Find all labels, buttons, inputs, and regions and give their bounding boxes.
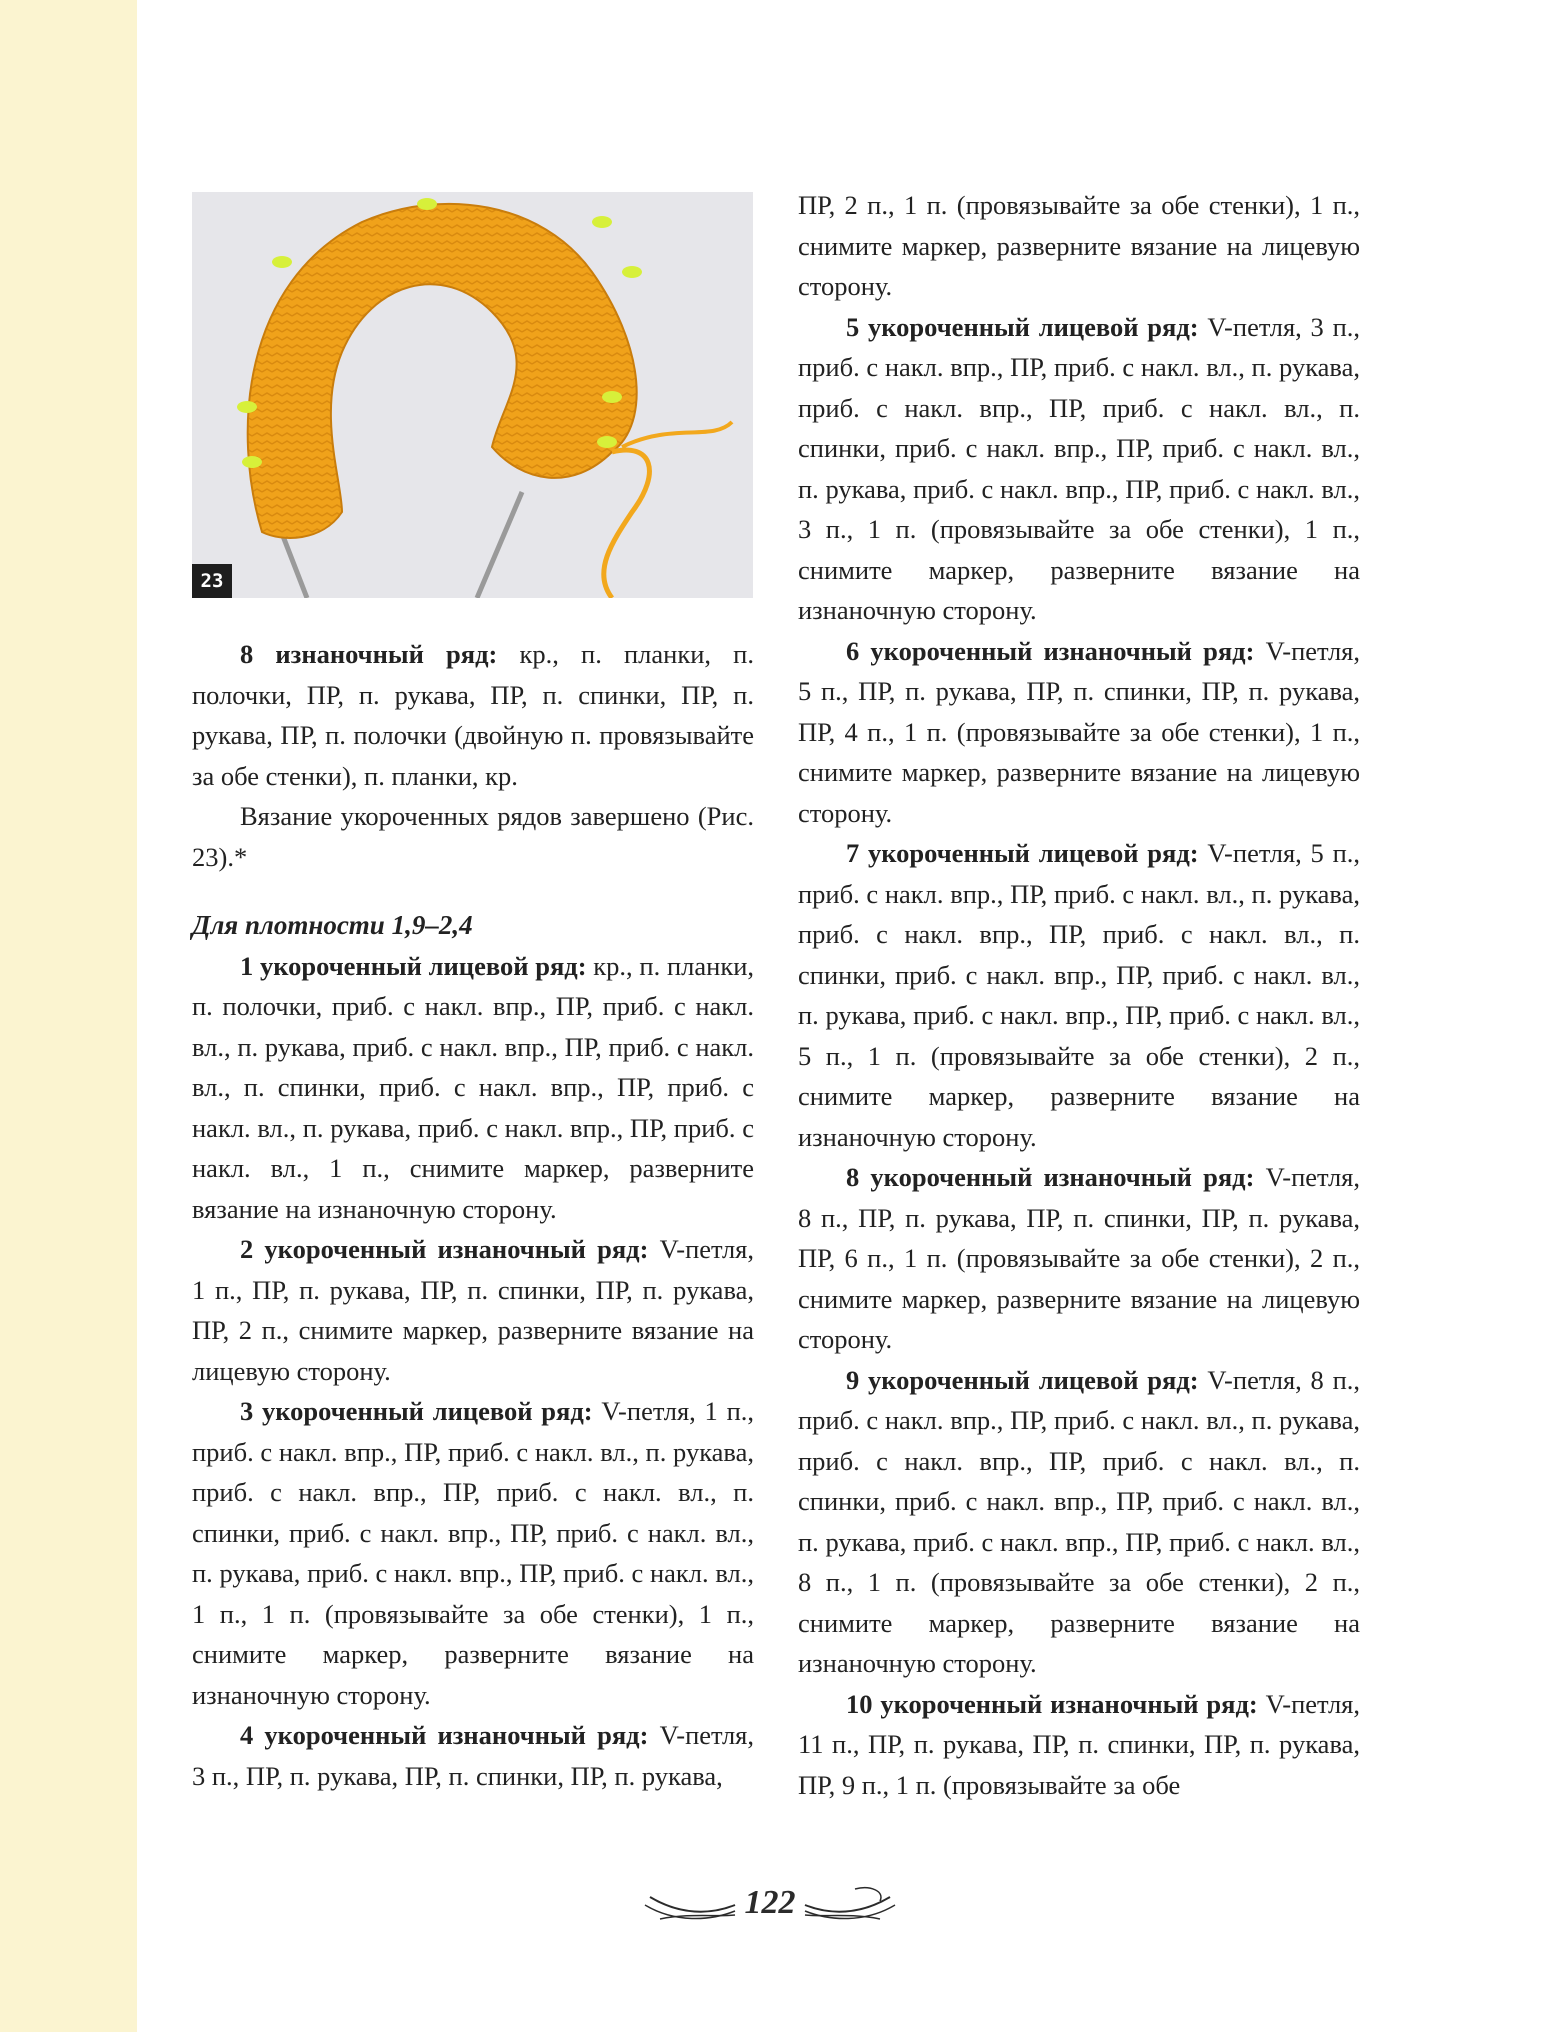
paragraph bbox=[192, 634, 754, 796]
row-heading: 7 укороченный лицевой ряд: bbox=[846, 838, 1199, 868]
row-text: V-петля, 5 п., приб. с накл. впр., ПР, приб. с накл. вл., п. рукава, приб. с накл. впр., ПР, приб. с накл. вл., п. спинки, приб. с накл. впр., ПР, приб. с накл. вл., п. рукава, приб. с накл. впр., ПР, приб. с накл. вл., 5 п., 1 п. (провязывайте за обе стенки), 2 п., снимите маркер, разверните вязание на изнаночную сторону. bbox=[798, 838, 1360, 1152]
left-text-column bbox=[192, 634, 754, 1796]
paragraph bbox=[798, 1157, 1360, 1360]
figure-photo bbox=[192, 192, 753, 598]
paragraph bbox=[192, 946, 754, 1230]
knitted-yoke-illustration bbox=[192, 192, 753, 598]
paragraph bbox=[798, 307, 1360, 631]
stitch-marker bbox=[622, 266, 642, 278]
row-heading: 5 укороченный лицевой ряд: bbox=[846, 311, 1199, 342]
row-heading: 6 укороченный изнаночный ряд: bbox=[846, 635, 1255, 666]
paragraph bbox=[192, 1391, 754, 1715]
row-heading: 8 изнаночный ряд: bbox=[240, 639, 498, 669]
yarn-tail bbox=[604, 450, 650, 598]
row-text: V-петля, 1 п., приб. с накл. впр., ПР, приб. с накл. вл., п. рукава, приб. с накл. впр., ПР, приб. с накл. вл., п. спинки, приб. с накл. впр., ПР, приб. с накл. вл., п. рукава, приб. с накл. впр., ПР, приб. с накл. вл., 1 п., 1 п. (провязывайте за обе стенки), 1 п., снимите маркер, разверните вязание на изнаночную сторону. bbox=[192, 1396, 754, 1710]
stitch-marker bbox=[237, 401, 257, 413]
paragraph bbox=[798, 1684, 1360, 1806]
row-text: V-петля, 11 п., ПР, п. рукава, ПР, п. спинки, ПР, п. рукава, ПР, 9 п., 1 п. (провязывайте за обе bbox=[798, 1688, 1360, 1800]
stitch-marker bbox=[597, 436, 617, 448]
right-text-column bbox=[798, 185, 1360, 1805]
row-heading: 9 укороченный лицевой ряд: bbox=[846, 1364, 1199, 1395]
row-text: V-петля, 5 п., ПР, п. рукава, ПР, п. спинки, ПР, п. рукава, ПР, 4 п., 1 п. (провязывайте за обе стенки), 1 п., снимите маркер, разверните вязание на лицевую сторону. bbox=[798, 635, 1360, 828]
row-text: Вязание укороченных рядов завершено (Рис. 23).* bbox=[192, 801, 754, 872]
row-heading: 4 укороченный изнаночный ряд: bbox=[240, 1720, 649, 1750]
row-text: V-петля, 3 п., ПР, п. рукава, ПР, п. спинки, ПР, п. рукава, bbox=[192, 1720, 754, 1791]
stitch-marker bbox=[242, 456, 262, 468]
knitted-yoke bbox=[248, 204, 637, 538]
row-heading: 1 укороченный лицевой ряд: bbox=[240, 950, 587, 981]
page-footer bbox=[640, 1875, 900, 1935]
row-text: V-петля, 8 п., ПР, п. рукава, ПР, п. спинки, ПР, п. рукава, ПР, 6 п., 1 п. (провязывайте за обе стенки), 2 п., снимите маркер, разверните вязание на лицевую сторону. bbox=[798, 1162, 1360, 1354]
stitch-marker bbox=[272, 256, 292, 268]
row-text: V-петля, 1 п., ПР, п. рукава, ПР, п. спинки, ПР, п. рукава, ПР, 2 п., снимите маркер, разверните вязание на лицевую сторону. bbox=[192, 1234, 754, 1386]
row-heading: 3 укороченный лицевой ряд: bbox=[240, 1396, 593, 1426]
row-text: кр., п. планки, п. полочки, ПР, п. рукава, ПР, п. спинки, ПР, п. рукава, ПР, п. полочки (двойную п. провязывайте за обе стенки), п. планки, кр. bbox=[192, 639, 754, 791]
figure-number: 23 bbox=[192, 564, 232, 598]
row-heading: 8 укороченный изнаночный ряд: bbox=[846, 1162, 1255, 1192]
row-heading: 10 укороченный изнаночный ряд: bbox=[846, 1688, 1258, 1719]
stitch-marker bbox=[602, 391, 622, 403]
continued-paragraph: ПР, 2 п., 1 п. (провязывайте за обе стенки), 1 п., снимите маркер, разверните вязание на лицевую сторону. bbox=[798, 190, 1360, 301]
paragraph bbox=[798, 1360, 1360, 1684]
page-spine-band bbox=[0, 0, 137, 2032]
yarn-tail-2 bbox=[622, 422, 732, 447]
row-heading: 2 укороченный изнаночный ряд: bbox=[240, 1234, 649, 1264]
paragraph bbox=[192, 1229, 754, 1391]
paragraph bbox=[192, 796, 754, 877]
row-text: V-петля, 8 п., приб. с накл. впр., ПР, приб. с накл. вл., п. рукава, приб. с накл. впр., ПР, приб. с накл. вл., п. спинки, приб. с накл. впр., ПР, приб. с накл. вл., п. рукава, приб. с накл. впр., ПР, приб. с накл. вл., 8 п., 1 п. (провязывайте за обе стенки), 2 п., снимите маркер, разверните вязание на изнаночную сторону. bbox=[798, 1364, 1360, 1678]
paragraph bbox=[798, 833, 1360, 1157]
row-text: кр., п. планки, п. полочки, приб. с накл. впр., ПР, приб. с накл. вл., п. рукава, приб. с накл. впр., ПР, приб. с накл. вл., п. спинки, приб. с накл. впр., ПР, приб. с накл. вл., п. рукава, приб. с накл. впр., ПР, приб. с накл. вл., 1 п., снимите маркер, разверните вязание на изнаночную сторону. bbox=[192, 950, 755, 1224]
right-needle bbox=[477, 492, 522, 598]
row-text: V-петля, 3 п., приб. с накл. впр., ПР, приб. с накл. вл., п. рукава, приб. с накл. впр., ПР, приб. с накл. вл., п. спинки, приб. с накл. впр., ПР, приб. с накл. вл., п. рукава, приб. с накл. впр., ПР, приб. с накл. вл., 3 п., 1 п. (провязывайте за обе стенки), 1 п., снимите маркер, разверните вязание на изнаночную сторону. bbox=[798, 311, 1360, 625]
paragraph bbox=[798, 631, 1360, 834]
section-subheading: Для плотности 1,9–2,4 bbox=[192, 910, 473, 940]
stitch-marker bbox=[592, 216, 612, 228]
stitch-marker bbox=[417, 198, 437, 210]
page-number: 122 bbox=[744, 1884, 796, 1921]
paragraph bbox=[192, 1715, 754, 1796]
